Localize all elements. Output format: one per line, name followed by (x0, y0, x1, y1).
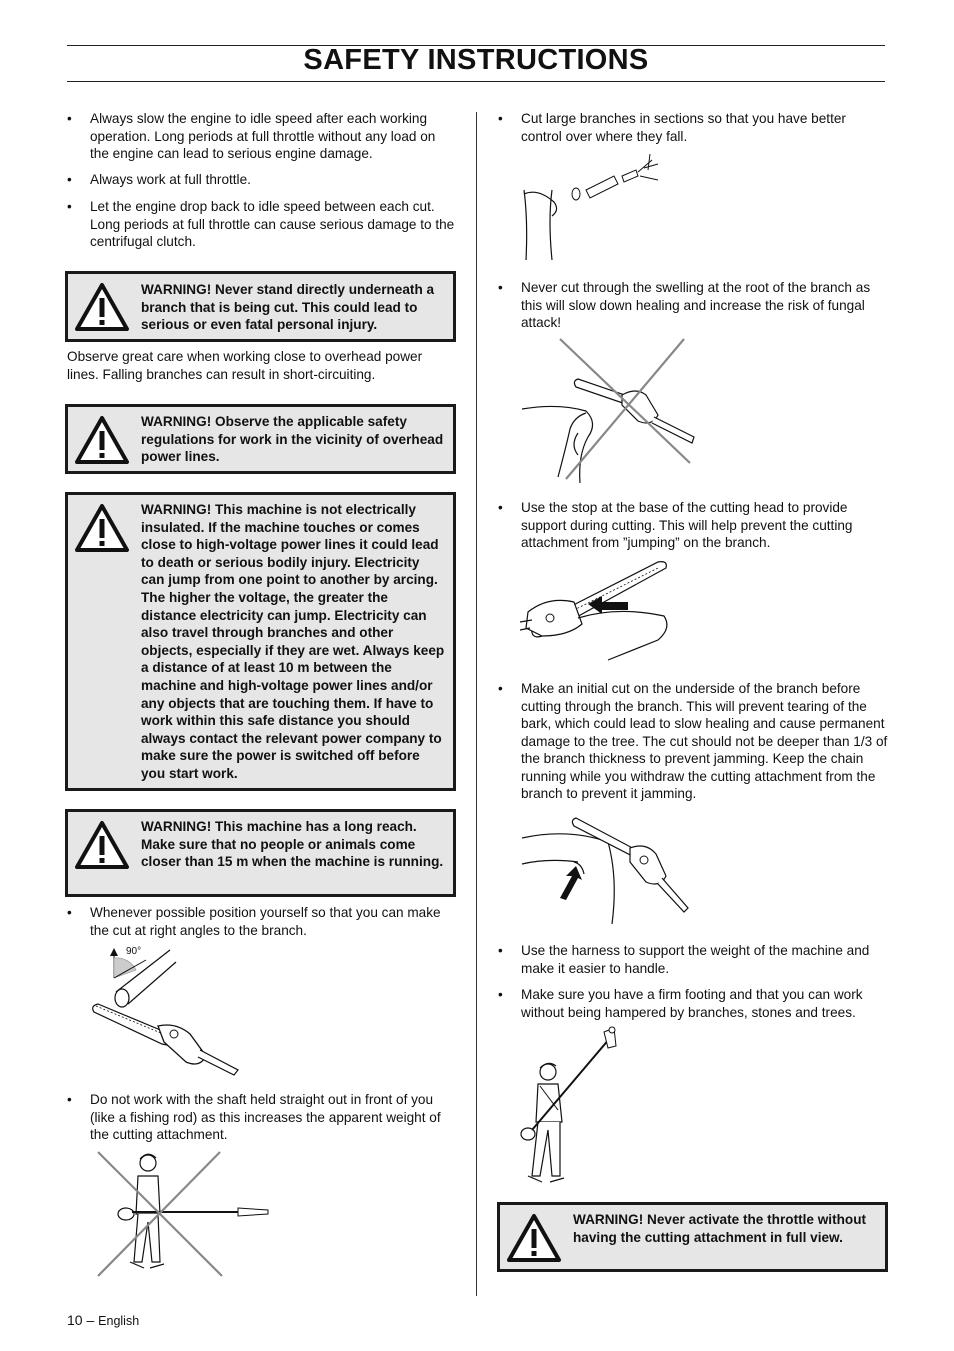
column-divider (476, 112, 477, 1296)
warning-box-not-insulated (65, 492, 456, 791)
illustration-harness-posture (518, 1026, 628, 1186)
bullet-dot: • (498, 111, 503, 126)
warning-triangle-icon (74, 820, 130, 870)
bullet-initial-cut: • Make an initial cut on the underside of the branch before cutting through the branch. This will prevent tearing of the bark, which could lead to slow healing and cause permanent damage to the tree. The cut should not be deeper than 1/3 of the branch thickness to prevent jamming. Keep the chain running while you withdraw the cutting attachment from the branch to prevent it jamming. (498, 681, 888, 801)
bullet-firm-footing: • Make sure you have a firm footing and that you can work without being hampered by branches, stones and trees. (498, 987, 863, 1020)
warning-triangle-icon (74, 282, 130, 332)
bullet-dot: • (498, 280, 503, 295)
bullet-dot: • (498, 500, 503, 515)
bullet-cut-in-sections: • Cut large branches in sections so that you have better control over where they fall. (498, 111, 846, 144)
bullet-dot: • (67, 199, 72, 214)
illustration-initial-underside-cut (518, 808, 693, 926)
page-number: 10 (67, 1312, 83, 1328)
warning-text: WARNING! Observe the applicable safety regulations for work in the vicinity of overhead power lines. (141, 414, 444, 465)
bullet-dot: • (67, 172, 72, 187)
warning-box-long-reach (65, 809, 456, 897)
warning-text: WARNING! This machine has a long reach. Make sure that no people or animals come closer than 15 m when the machine is running. (141, 819, 444, 870)
warning-box-power-line-regulations (65, 404, 456, 474)
warning-text: WARNING! Never activate the throttle without having the cutting attachment in full view. (573, 1212, 867, 1245)
illustration-cutting-head-stop (518, 556, 678, 662)
bullet-dot: • (67, 1092, 72, 1107)
warning-text: WARNING! This machine is not electrically insulated. If the machine touches or comes close to high-voltage power lines it could lead to death or serious bodily injury. Electricity can jump from one point to another by arcing. The higher the voltage, the greater the distance electricity can jump. Electricity can also travel through branches and other objects, especially if they are wet. Always keep a distance of at least 10 m between the machine and high-voltage power lines and/or any objects that are touching them. If have to work within this safe distance you should always contact the relevant power company to make sure the power is switched off before you start work. (141, 502, 445, 781)
bullet-use-stop: • Use the stop at the base of the cutting head to provide support during cutting. This will help prevent the cutting attachment from ”jumping” on the branch. (498, 500, 853, 550)
warning-box-throttle (497, 1202, 888, 1272)
page-footer (67, 1312, 139, 1328)
bullet-idle-between-cuts: • Let the engine drop back to idle speed between each cut. Long periods at full throttle can cause serious damage to the centrifugal clutch. (67, 199, 455, 249)
bullet-dot: • (498, 681, 503, 696)
illustration-swelling-cut-crossed (518, 337, 698, 485)
warning-box-underneath-branch (65, 271, 456, 342)
bullet-dot: • (67, 111, 72, 126)
bullet-dot: • (67, 905, 72, 920)
bullet-fishing-rod: • Do not work with the shaft held straight out in front of you (like a fishing rod) as this increases the apparent weight of the cutting attachment. (67, 1092, 441, 1142)
illustration-right-angle-cut (88, 942, 243, 1077)
bullet-idle-after-work: • Always slow the engine to idle speed after each working operation. Long periods at full throttle without any load on the engine can lead to serious engine damage. (67, 111, 436, 161)
bullet-full-throttle: • Always work at full throttle. (67, 172, 251, 187)
header-rule-bottom (67, 81, 885, 82)
warning-triangle-icon (74, 503, 130, 553)
bullet-dot: • (498, 987, 503, 1002)
page-title: SAFETY INSTRUCTIONS (303, 44, 649, 76)
warning-text: WARNING! Never stand directly underneath a branch that is being cut. This could lead to serious or even fatal personal injury. (141, 282, 435, 333)
footer-language: English (98, 1314, 140, 1328)
warning-triangle-icon (74, 415, 130, 465)
bullet-harness: • Use the harness to support the weight of the machine and make it easier to handle. (498, 943, 870, 976)
angle-label: 90° (126, 946, 142, 957)
paragraph-power-lines: Observe great care when working close to overhead power lines. Falling branches can result in short-circuiting. (67, 349, 423, 382)
illustration-branch-sections (518, 150, 668, 265)
illustration-fishing-rod-posture-crossed (96, 1150, 271, 1278)
warning-triangle-icon (506, 1213, 562, 1263)
bullet-branch-swelling: • Never cut through the swelling at the root of the branch as this will slow down healing and increase the risk of fungal attack! (498, 280, 871, 330)
bullet-dot: • (498, 943, 503, 958)
footer-separator: – (86, 1312, 95, 1328)
bullet-right-angle: • Whenever possible position yourself so that you can make the cut at right angles to the branch. (67, 905, 441, 938)
